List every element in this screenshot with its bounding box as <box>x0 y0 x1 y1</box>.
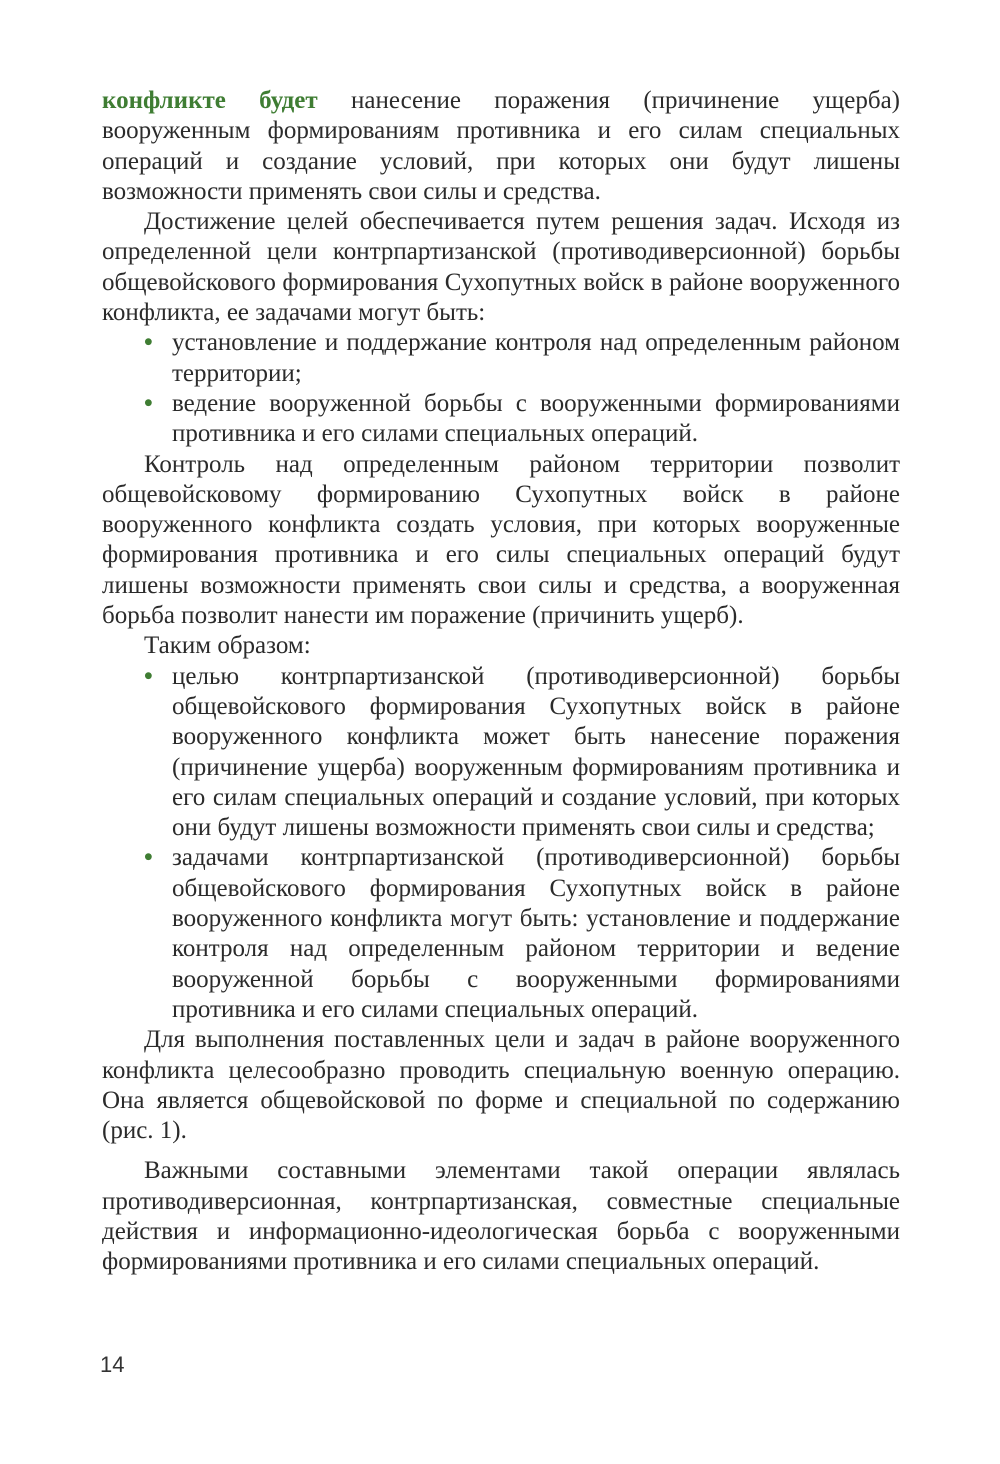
page-number: 14 <box>100 1352 125 1377</box>
paragraph-text: нанесение поражения (причинение ущерба) вооруженным формированиям противника и его силам специальных операций и создание условий, при которых они будут лишены возможности применять свои силы и средства. <box>102 87 900 205</box>
highlighted-term: конфликте будет <box>102 87 318 114</box>
list-item <box>102 843 900 1025</box>
page-body <box>102 86 900 1278</box>
list-item <box>102 328 900 389</box>
list-item-text: задачами контрпартизанской (противодиверсионной) борьбы общевойскового формирования Сухопутных войск в районе вооруженного конфликта могут быть: установление и поддержание контроля над определенным районом территории и ведение вооруженной борьбы с вооруженными формированиями противника и его силами специальных операций. <box>172 844 900 1023</box>
paragraph-control: Контроль над определенным районом территории позволит общевойсковому формированию Сухопутных войск в районе вооруженного конфликта создать условия, при которых вооруженные формирования противника и его силы специальных операций будут лишены возможности применять свои силы и средства, а вооруженная борьба позволит нанести им поражение (причинить ущерб). <box>102 450 900 630</box>
conclusion-list <box>102 662 900 1026</box>
list-item <box>102 662 900 844</box>
list-item-text: ведение вооруженной борьбы с вооруженными формированиями противника и его силами специальных операций. <box>172 389 900 448</box>
list-item-text: установление и поддержание контроля над определенным районом территории; <box>172 329 900 387</box>
list-item-text: целью контрпартизанской (противодиверсионной) борьбы общевойскового формирования Сухопутных войск в районе вооруженного конфликта может быть нанесение поражения (причинение ущерба) вооруженным формированиям противника и его силам специальных операций и создание условий, при которых они будут лишены возможности применять свои силы и средства; <box>172 662 900 842</box>
task-list <box>102 328 900 449</box>
bullet-icon: • <box>144 329 153 357</box>
paragraph-thus: Таким образом: <box>144 632 311 660</box>
bullet-icon: • <box>144 844 153 872</box>
paragraph-goals: Достижение целей обеспечивается путем решения задач. Исходя из определенной цели контрпартизанской (противодиверсионной) борьбы общевойскового формирования Сухопутных войск в районе вооруженного конфликта, ее задачами могут быть: <box>102 208 900 327</box>
bullet-icon: • <box>144 662 153 690</box>
paragraph-continuation <box>102 86 900 207</box>
paragraph-elements: Важными составными элементами такой операции являлась противодиверсионная, контрпартизанская, совместные специальные действия и информационно-идеологическая борьба с вооруженными формированиями противника и его силами специальных операций. <box>102 1157 900 1276</box>
list-item <box>102 389 900 450</box>
bullet-icon: • <box>144 389 153 417</box>
paragraph-operation: Для выполнения поставленных цели и задач в районе вооруженного конфликта целесообразно проводить специальную военную операцию. Она является общевойсковой по форме и специальной по содержанию (рис. 1). <box>102 1026 900 1145</box>
